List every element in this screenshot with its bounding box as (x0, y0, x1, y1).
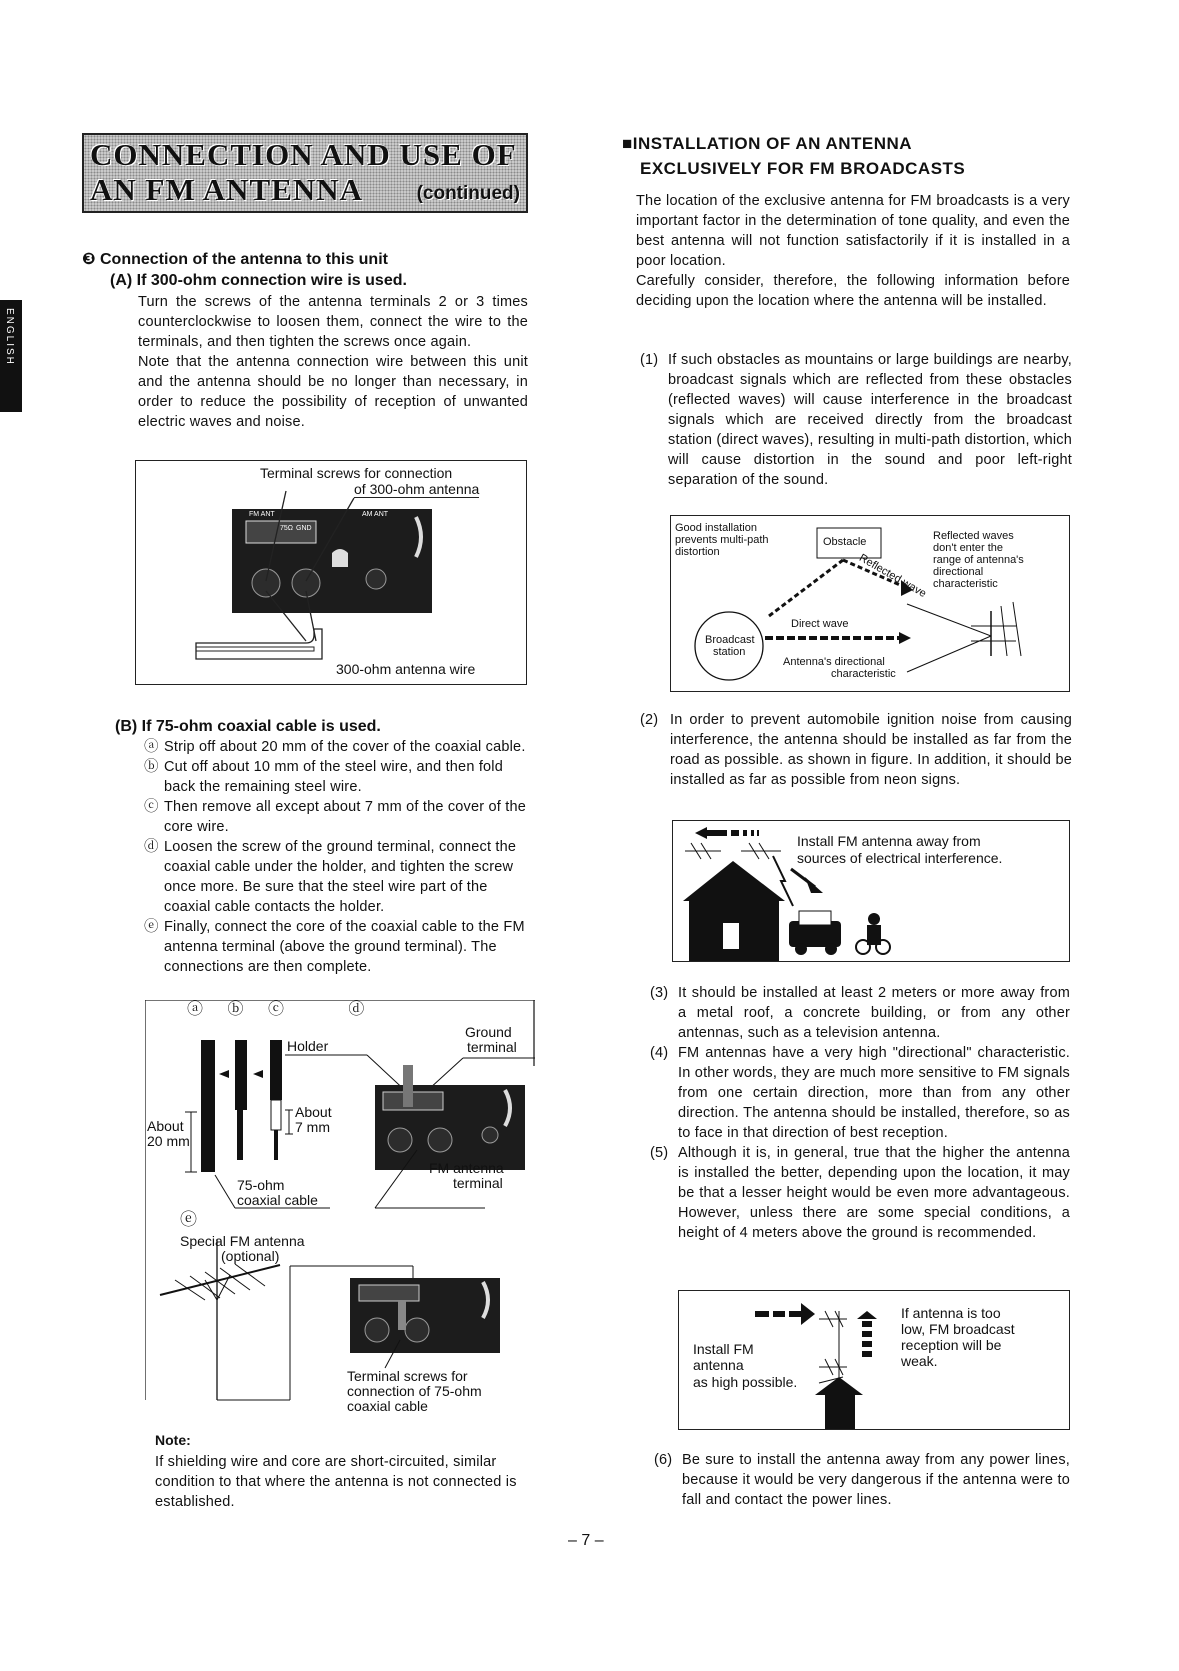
fig4-text-2: sources of electrical interference. (797, 850, 1003, 866)
item-number: (1) (640, 352, 659, 368)
note-text: If shielding wire and core are short-circuited, similar condition to that where the antenna is not connected is established. (155, 1454, 517, 1510)
fig2-coax-label-1: 75-ohm (237, 1177, 285, 1193)
fig2-drawing (145, 1000, 535, 1420)
list-item (144, 737, 532, 757)
step-text: Strip off about 20 mm of the cover of the coaxial cable. (164, 739, 526, 755)
list-item (144, 837, 532, 917)
item-text: Be sure to install the antenna away from any power lines, because it would be very dangerous if the antenna were to fall and contact the power lines. (682, 1452, 1070, 1508)
fig3-reflected-wave: Reflected wave (857, 551, 929, 601)
fig2-fm-terminal-label-2: terminal (453, 1175, 503, 1191)
step-mark: ⓔ (144, 919, 159, 935)
fig3-reflected-2: don't enter the (933, 542, 1003, 554)
fig3-obstacle: Obstacle (823, 536, 867, 548)
fig3-ant-dir-1: Antenna's directional (783, 656, 885, 668)
fig1-label-bottom: 300-ohm antenna wire (336, 661, 476, 677)
fig3-station-1: Broadcast (705, 634, 755, 646)
install-intro-1: The location of the exclusive antenna for FM broadcasts is a very important factor in the determination of tone quality, and even the best antenna will not function satisfactorily if it is installed in a poor location. (636, 193, 1070, 269)
item-number: (5) (650, 1145, 669, 1161)
fig3-reflected-4: directional (933, 566, 984, 578)
fig2-mark-b: ⓑ (227, 1001, 254, 1018)
list-item (654, 1450, 1070, 1510)
step-mark: ⓑ (144, 759, 159, 775)
fig2-fm-terminal-label-1: FM antenna (429, 1160, 504, 1176)
connection-heading-text: Connection of the antenna to this unit (100, 251, 388, 268)
section-title-line-1: CONNECTION AND USE OF (90, 137, 517, 172)
fig1-label-top-2: of 300-ohm antenna (354, 481, 480, 497)
item-text: Although it is, in general, true that the higher the antenna is installed the better, depending upon the location, it may be that a lesser height would be even more advantageous. However, unless there are some special conditions, a height of 4 meters above the ground is recommended. (678, 1145, 1070, 1241)
figure-75ohm-connection (145, 1000, 535, 1420)
items-3-to-5 (650, 983, 1070, 1243)
fig5-high-1: Install FM (693, 1341, 754, 1357)
fig2-ground-label-2: terminal (467, 1039, 517, 1055)
fig2-special-label-2: (optional) (221, 1248, 280, 1264)
fig5-low-1: If antenna is too (901, 1305, 1001, 1321)
step-mark: ⓒ (144, 799, 159, 815)
fig2-screws-label-2: connection of 75-ohm (347, 1383, 482, 1399)
connection-heading (82, 250, 388, 270)
list-item (144, 797, 532, 837)
item-number: (3) (650, 985, 669, 1001)
fig5-low-2: low, FM broadcast (901, 1321, 1015, 1337)
fig2-about20-label-2: 20 mm (147, 1133, 190, 1149)
fig2-special-label-1: Special FM antenna (180, 1233, 305, 1249)
fig5-low-4: weak. (901, 1353, 938, 1369)
fig2-about7-label-1: About (295, 1104, 332, 1120)
fig3-good-1: Good installation (675, 522, 757, 534)
fig2-about20-label-1: About (147, 1118, 184, 1134)
fig1-panel-gnd: GND (296, 525, 312, 532)
fig3-good-3: distortion (675, 546, 720, 558)
fig5-low-3: reception will be (901, 1337, 1002, 1353)
fig4-text-1: Install FM antenna away from (797, 833, 981, 849)
fig2-about7-label-2: 7 mm (295, 1119, 330, 1135)
sub-a-heading: (A) If 300-ohm connection wire is used. (110, 272, 407, 289)
list-item (144, 757, 532, 797)
fig1-panel-am: AM ANT (362, 511, 389, 518)
fig3-reflected-5: characteristic (933, 578, 998, 590)
item-number: (6) (654, 1452, 673, 1468)
install-heading-2: EXCLUSIVELY FOR FM BROADCASTS (640, 159, 966, 178)
list-item (640, 710, 1072, 790)
item-text: FM antennas have a very high "directional" characteristic. In other words, they are much more sensitive to FM signals from one certain direction, more than from any other direction. The antenna should be installed, therefore, so as to face in that direction of best reception. (678, 1045, 1070, 1141)
list-item (144, 917, 532, 977)
fig5-high-3: as high possible. (693, 1374, 798, 1390)
fig1-label-top-1: Terminal screws for connection (260, 465, 453, 481)
step-text: Cut off about 10 mm of the steel wire, and then fold back the remaining steel wire. (164, 759, 503, 795)
fig1-drawing (136, 461, 526, 684)
fig1-panel-ohm: 75Ω (280, 525, 294, 532)
section-marker: ❸ (82, 251, 96, 268)
install-intro (636, 191, 1070, 311)
section-title-continued: (continued) (416, 183, 520, 204)
install-intro-2: Carefully consider, therefore, the following information before deciding upon the location where the antenna will be installed. (636, 273, 1070, 309)
fig2-marks (187, 1002, 374, 1018)
fig2-holder-label: Holder (287, 1038, 329, 1054)
fig2-coax-label-2: coaxial cable (237, 1192, 318, 1208)
fig2-ground-label-1: Ground (465, 1024, 512, 1040)
step-text: Finally, connect the core of the coaxial cable to the FM antenna terminal (above the ground terminal). The connections are then complete. (164, 919, 525, 975)
install-heading-1: ■INSTALLATION OF AN ANTENNA (622, 134, 913, 153)
item-number: (2) (640, 712, 659, 728)
fig1-panel-fm: FM ANT (249, 511, 275, 518)
sub-b-steps (144, 737, 532, 977)
sub-a-paragraph-2: Note that the antenna connection wire between this unit and the antenna should be no longer than necessary, in order to reduce the possibility of reception of unwanted electric waves and noise. (138, 354, 528, 430)
page-number: – 7 – (568, 1532, 604, 1549)
sub-a-paragraph-1: Turn the screws of the antenna terminals 2 or 3 times counterclockwise to loosen them, connect the wire to the terminals, and then tighten the screws once again. (138, 294, 528, 350)
fig3-direct-wave: Direct wave (791, 618, 849, 630)
fig3-good-2: prevents multi-path (675, 534, 769, 546)
fig2-screws-label-1: Terminal screws for (347, 1368, 468, 1384)
fig2-mark-a: ⓐ (187, 1001, 214, 1018)
fig3-station-2: station (713, 646, 746, 658)
step-mark: ⓐ (144, 739, 159, 755)
fig2-mark-d: ⓓ (348, 1001, 375, 1018)
fig3-ant-dir-2: characteristic (831, 668, 896, 680)
section-title-line-2: AN FM ANTENNA (90, 172, 364, 207)
figure-interference (672, 820, 1070, 962)
language-side-tab (0, 300, 22, 412)
section-title-box (82, 133, 528, 213)
fig3-reflected-3: range of antenna's (933, 554, 1024, 566)
step-text: Then remove all except about 7 mm of the cover of the core wire. (164, 799, 527, 835)
side-tab-label: ENGLISH (4, 308, 15, 366)
step-text: Loosen the screw of the ground terminal, connect the coaxial cable under the holder, and tighten the screw once more. Be sure that the steel wire part of the coaxial cable contacts the holder. (164, 839, 517, 915)
item-text: It should be installed at least 2 meters or more away from a metal roof, a concrete building, or from any other antennas, such as a television antenna. (678, 985, 1070, 1041)
sub-b-heading: (B) If 75-ohm coaxial cable is used. (115, 718, 381, 735)
item-text: If such obstacles as mountains or large buildings are nearby, broadcast signals which are reflected from these obstacles (reflected waves) will cause interference in the broadcast signals which are received directly from the broadcast station (direct waves), resulting in multi-path distortion, which will cause distortion in the sound and poor left-right separation of the sound. (668, 352, 1072, 488)
figure-multipath (670, 515, 1070, 692)
item-number: (4) (650, 1045, 669, 1061)
list-item (650, 1143, 1070, 1243)
list-item (650, 983, 1070, 1043)
note-label: Note: (155, 1432, 191, 1448)
fig2-mark-c: ⓒ (267, 1001, 294, 1018)
list-item (640, 350, 1072, 490)
fig2-screws-label-3: coaxial cable (347, 1398, 428, 1414)
list-item (650, 1043, 1070, 1143)
item-text: In order to prevent automobile ignition noise from causing interference, the antenna should be installed as far from the road as possible. as shown in figure. In addition, it should be installed as far as possible from neon signs. (670, 712, 1072, 788)
figure-height (678, 1290, 1070, 1430)
fig2-mark-e: ⓔ (180, 1210, 197, 1229)
step-mark: ⓓ (144, 839, 159, 855)
sub-a-body (138, 292, 528, 432)
fig5-high-2: antenna (693, 1357, 744, 1373)
figure-300ohm-connection (135, 460, 527, 685)
fig3-reflected-1: Reflected waves (933, 530, 1014, 542)
